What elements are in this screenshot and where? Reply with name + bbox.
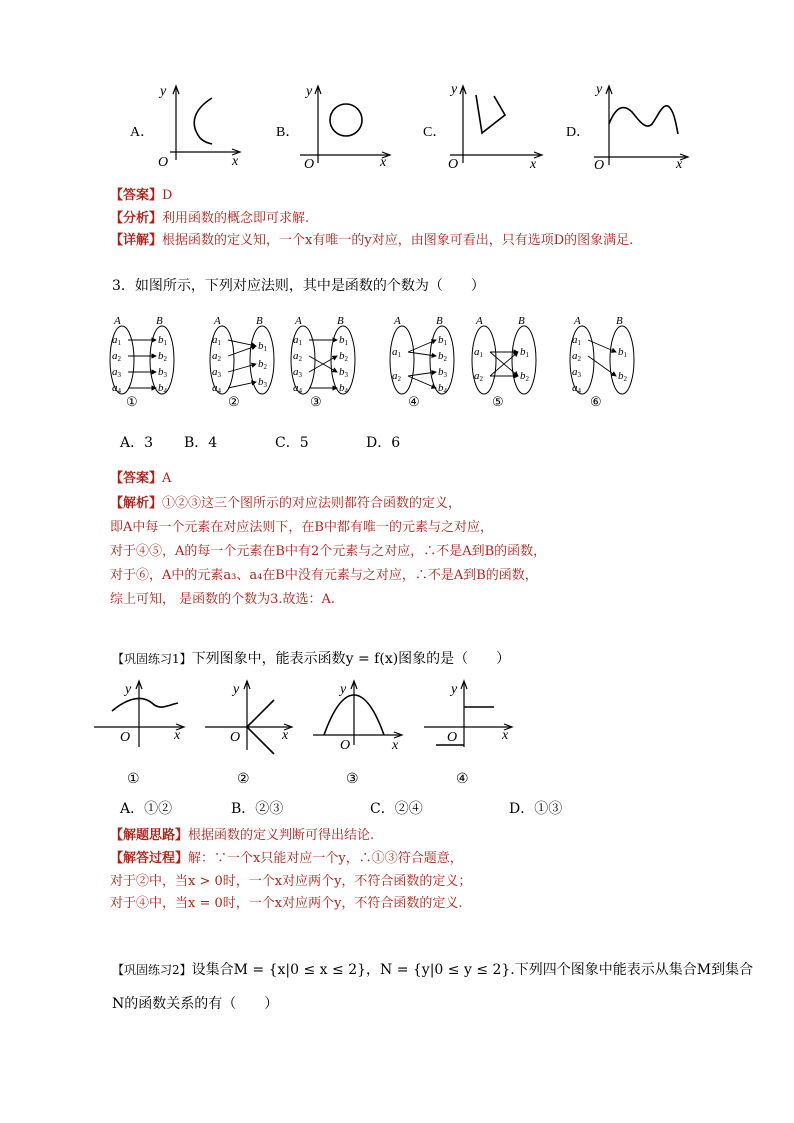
element-a1: a1	[392, 346, 401, 359]
svg-text:y: y	[306, 84, 313, 99]
element-a1: a1	[572, 334, 581, 347]
mapping-arrow	[588, 356, 616, 376]
set-b-label: B	[616, 315, 623, 327]
ex1-proc-line-3: 对于④中，当x = 0时，一个x对应两个y，不符合函数的定义.	[110, 896, 463, 911]
q3-option-a: A．3	[120, 435, 154, 451]
set-a-ellipse	[390, 326, 414, 394]
q2-graphs	[0, 0, 794, 180]
svg-text:x: x	[174, 728, 181, 743]
svg-text:O: O	[340, 738, 351, 753]
set-b-ellipse	[610, 326, 634, 394]
option-d-label: D．	[566, 125, 591, 140]
svg-text:O: O	[120, 730, 131, 745]
element-b3: b3	[339, 366, 348, 379]
element-b3: b3	[258, 376, 267, 389]
q3-option-c: C．5	[275, 435, 309, 451]
element-b1: b1	[438, 334, 447, 347]
set-a-label: A	[476, 315, 483, 327]
element-a2: a2	[474, 370, 483, 383]
element-a4: a4	[112, 382, 121, 395]
ex1-graph-label-4: ④	[456, 772, 469, 787]
set-a-label: A	[574, 315, 581, 327]
element-b2: b2	[618, 370, 627, 383]
svg-text:O: O	[304, 157, 315, 172]
q3-mapping-diagrams	[0, 310, 794, 410]
element-a1: a1	[293, 334, 302, 347]
svg-text:y: y	[451, 682, 458, 697]
element-b4: b4	[339, 382, 348, 395]
element-b2: b2	[258, 358, 267, 371]
element-b4: b4	[438, 382, 447, 395]
mapping-arrow	[228, 364, 256, 372]
element-a3: a3	[112, 366, 121, 379]
element-b1: b1	[258, 340, 267, 353]
svg-text:O: O	[447, 730, 458, 745]
ex1-graph-2	[205, 681, 292, 754]
q3-option-d: D．6	[366, 435, 401, 451]
graph-d-curve	[609, 106, 678, 134]
q3-stem: 3．如图所示，下列对应法则，其中是函数的个数为（ ）	[112, 278, 485, 294]
ex1-graph-label-2: ②	[237, 772, 250, 787]
q3-diagram-label: ③	[310, 394, 322, 409]
set-a-label: A	[295, 315, 302, 327]
svg-text:O: O	[594, 158, 605, 173]
element-a3: a3	[212, 366, 221, 379]
set-b-label: B	[256, 315, 263, 327]
element-b3: b3	[438, 366, 447, 379]
q3-explain-line-4: 对于⑥，A中的元素a₃、a₄在B中没有元素与之对应，∴不是A到B的函数，	[110, 568, 538, 583]
q3-explain-line-2: 即A中每一个元素在对应法则下，在B中都有唯一的元素与之对应，	[110, 520, 493, 535]
set-b-label: B	[337, 315, 344, 327]
svg-text:x: x	[676, 157, 683, 172]
element-b1: b1	[520, 346, 529, 359]
option-b-label: B．	[276, 125, 300, 140]
ex1-option-c: C．②④	[370, 801, 423, 817]
graph-b	[300, 84, 390, 172]
ex1-graph-label-1: ①	[127, 772, 140, 787]
graph-a	[158, 84, 240, 170]
set-b-label: B	[518, 315, 525, 327]
q3-explain-line-5: 综上可知， 是函数的个数为3.故选：A.	[110, 592, 336, 607]
ex1-idea: 【解题思路】根据函数的定义判断可得出结论.	[110, 828, 375, 843]
element-b1: b1	[339, 334, 348, 347]
set-b-label: B	[436, 315, 443, 327]
svg-text:x: x	[530, 157, 537, 172]
svg-text:x: x	[380, 155, 387, 170]
svg-text:x: x	[502, 728, 509, 743]
set-b-ellipse	[512, 326, 536, 394]
q2-answer: 【答案】D	[110, 188, 173, 203]
graph-c	[448, 82, 542, 172]
svg-text:y: y	[125, 682, 132, 697]
element-a1: a1	[112, 334, 121, 347]
set-a-ellipse	[472, 326, 496, 394]
ex1-stem: 【巩固练习1】下列图象中，能表示函数y = f(x)图象的是（ ）	[112, 651, 511, 667]
svg-text:y: y	[596, 82, 603, 97]
option-a-label: A．	[130, 125, 155, 140]
ex1-graph-4	[424, 681, 512, 747]
element-b1: b1	[158, 334, 167, 347]
q2-analysis: 【分析】利用函数的概念即可求解.	[110, 211, 310, 226]
element-a1: a1	[474, 346, 483, 359]
element-a2: a2	[212, 350, 221, 363]
q3-explain-line-1: 【解析】①②③这三个图所示的对应法则都符合函数的定义，	[110, 496, 462, 511]
element-a4: a4	[212, 382, 221, 395]
ex1-option-a: A．①②	[120, 801, 173, 817]
graph-b-circle	[330, 104, 362, 136]
y-axis-label: y	[160, 84, 167, 99]
svg-text:x: x	[282, 728, 289, 743]
q2-detail: 【详解】根据函数的定义知，一个x有唯一的y对应，由图象可看出，只有选项D的图象满足.	[110, 233, 634, 248]
q3-option-b: B．4	[184, 435, 218, 451]
element-b2: b2	[339, 350, 348, 363]
q3-explain-line-3: 对于④⑤，A的每一个元素在B中有2个元素与之对应，∴不是A到B的函数，	[110, 544, 547, 559]
q3-diagram-label: ⑤	[492, 394, 504, 409]
element-a3: a3	[293, 366, 302, 379]
element-a2: a2	[112, 350, 121, 363]
mapping-arrow	[408, 352, 436, 356]
element-a2: a2	[293, 350, 302, 363]
svg-text:y: y	[340, 682, 347, 697]
set-b-label: B	[156, 315, 163, 327]
q3-diagram-label: ⑥	[590, 394, 602, 409]
x-axis-label: x	[232, 154, 239, 169]
ex2-line-2: N的函数关系的有（ ）	[112, 996, 279, 1012]
svg-text:x: x	[392, 738, 399, 753]
q3-answer: 【答案】A	[110, 471, 172, 486]
mapping-arrow	[408, 372, 436, 376]
origin-label: O	[158, 155, 169, 170]
svg-text:O: O	[448, 157, 459, 172]
element-a4: a4	[572, 382, 581, 395]
mapping-arrow	[228, 346, 256, 356]
ex1-proc-line-1: 【解答过程】解：∵一个x只能对应一个y，∴①③符合题意，	[110, 851, 463, 866]
graph-a-curve	[194, 98, 212, 144]
graph-d	[594, 82, 688, 173]
set-a-label: A	[394, 315, 401, 327]
element-b4: b4	[158, 382, 167, 395]
element-b2: b2	[158, 350, 167, 363]
svg-text:y: y	[451, 82, 458, 97]
ex1-proc-line-2: 对于②中，当x > 0时，一个x对应两个y，不符合函数的定义；	[110, 874, 472, 889]
option-c-label: C．	[423, 125, 447, 140]
element-b1: b1	[618, 346, 627, 359]
set-a-label: A	[214, 315, 221, 327]
q3-diagram-label: ④	[408, 394, 420, 409]
element-b3: b3	[158, 366, 167, 379]
element-b2: b2	[438, 350, 447, 363]
element-a4: a4	[293, 382, 302, 395]
ex1-option-d: D．①③	[509, 801, 563, 817]
ex1-graph-3	[313, 681, 402, 753]
svg-text:y: y	[233, 682, 240, 697]
ex1-graph-label-3: ③	[346, 772, 359, 787]
svg-text:O: O	[230, 730, 241, 745]
mapping-arrow	[228, 382, 256, 388]
element-a1: a1	[212, 334, 221, 347]
q3-diagram-label: ②	[228, 394, 240, 409]
ex1-option-b: B．②③	[231, 801, 284, 817]
element-a3: a3	[572, 366, 581, 379]
set-a-label: A	[114, 315, 121, 327]
ex1-graphs	[0, 675, 794, 790]
element-a2: a2	[572, 350, 581, 363]
ex2-line-1: 【巩固练习2】设集合M = {x|0 ≤ x ≤ 2}，N = {y|0 ≤ y ≤ 2}.下列四个图象中能表示从集合M到集合	[112, 962, 754, 978]
ex1-graph-1	[94, 681, 184, 747]
element-a2: a2	[392, 370, 401, 383]
graph-c-polyline	[476, 95, 505, 133]
element-b2: b2	[520, 370, 529, 383]
q3-diagram-label: ①	[126, 394, 138, 409]
